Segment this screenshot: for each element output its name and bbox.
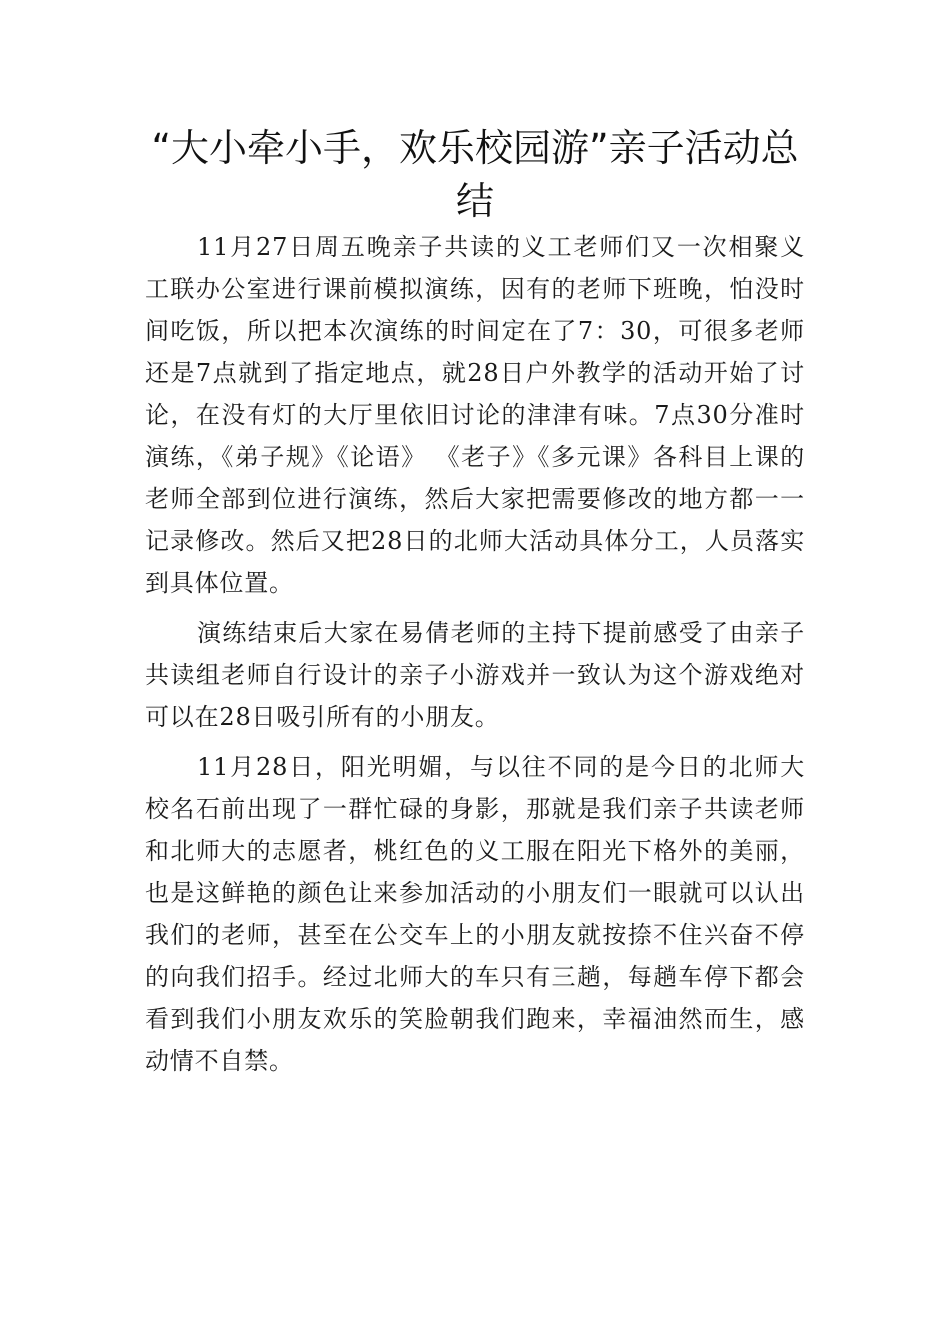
document-body: [145, 226, 805, 1082]
paragraph-3: 11月28日，阳光明媚，与以往不同的是今日的北师大校名石前出现了一群忙碌的身影，那就是我们亲子共读老师和北师大的志愿者，桃红色的义工服在阳光下格外的美丽，也是这鲜艳的颜色让来参加活动的小朋友们一眼就可以认出我们的老师，甚至在公交车上的小朋友就按捺不住兴奋不停的向我们招手。经过北师大的车只有三趟，每趟车停下都会看到我们小朋友欢乐的笑脸朝我们跑来，幸福油然而生，感动情不自禁。: [145, 753, 805, 1075]
paragraph-1: 11月27日周五晚亲子共读的义工老师们又一次相聚义工联办公室进行课前模拟演练，因有的老师下班晚，怕没时间吃饭，所以把本次演练的时间定在了7：30，可很多老师还是7点就到了指定地点，就28日户外教学的活动开始了讨论，在没有灯的大厅里依旧讨论的津津有味。7点30分准时演练，《弟子规》《论语》 《老子》《多元课》各科目上课的老师全部到位进行演练，然后大家把需要修改的地方都一一记录修改。然后又把28日的北师大活动具体分工，人员落实到具体位置。: [145, 233, 805, 597]
document-title: “大小牵小手，欢乐校园游”亲子活动总结: [151, 126, 799, 223]
paragraph-2: 演练结束后大家在易倩老师的主持下提前感受了由亲子共读组老师自行设计的亲子小游戏并一致认为这个游戏绝对可以在28日吸引所有的小朋友。: [145, 619, 805, 731]
